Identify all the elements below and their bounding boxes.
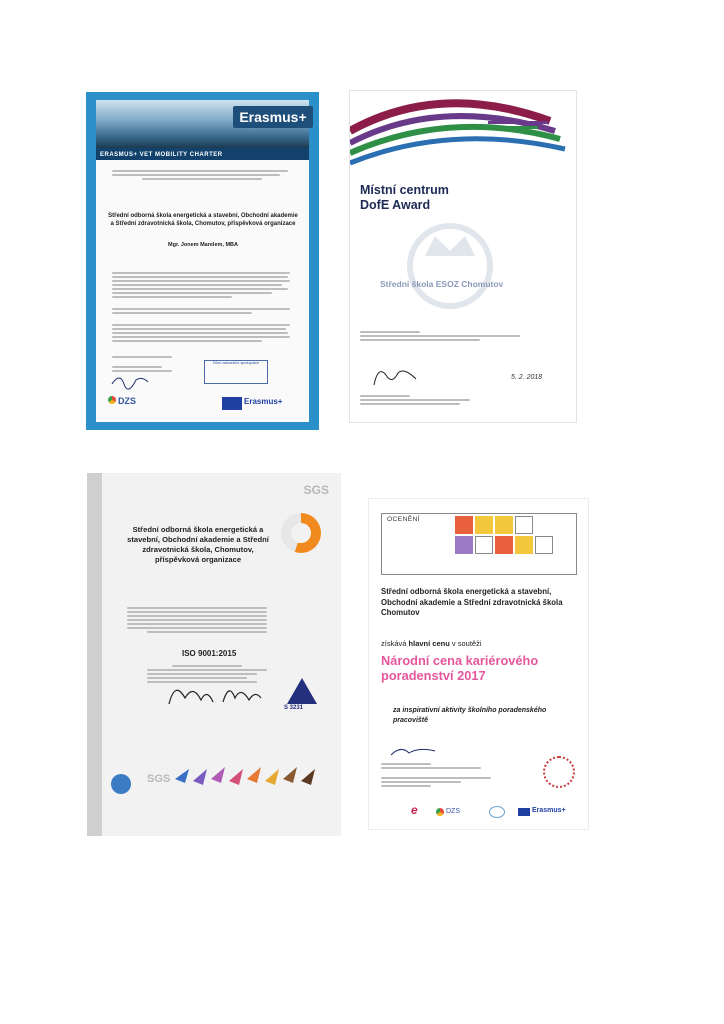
award-header-label: OCENĚNÍ <box>387 516 421 523</box>
award-phrase <box>381 639 482 648</box>
sgs-organization: Střední odborná škola energetická a stavební, Obchodní akademie a Střední zdravotnická škola, Chomutov, příspěvková organizace <box>127 525 269 564</box>
erasmus-dzs-logo: DZS <box>118 396 136 406</box>
erasmus-stamp: Dům zahraniční spolupráce <box>204 360 268 384</box>
dofe-body-lines <box>360 329 550 343</box>
partner-logo-icon <box>489 806 505 818</box>
sgs-footer-logo: SGS <box>147 773 171 785</box>
sgs-certificate <box>87 473 341 836</box>
sgs-certification-code: S 3231 <box>284 705 304 711</box>
dofe-school-name: Střední škola ESOZ Chomutov <box>380 279 504 289</box>
lighthouse-icon <box>455 516 473 534</box>
erasmus-banner-title: ERASMUS+ VET MOBILITY CHARTER <box>100 152 223 158</box>
sgs-birds-illustration-icon <box>175 759 335 799</box>
dofe-date: 5. 2. 2018 <box>511 374 543 381</box>
award-prize-title: Národní cena kariérového poradenství 2017 <box>381 653 539 683</box>
award-signatory-lines <box>381 761 501 789</box>
lightbulb-icon <box>515 536 533 554</box>
network-icon <box>495 536 513 554</box>
erasmus-body-lines <box>112 270 292 374</box>
sgs-iso-standard: ISO 9001:2015 <box>182 649 237 658</box>
dzs-logo-icon <box>436 808 444 816</box>
sgs-side-strip <box>87 473 102 836</box>
euroguidance-logo-icon: e <box>411 803 418 817</box>
award-dzs-logo: DZS <box>446 808 460 815</box>
dofe-title <box>360 183 449 213</box>
award-phrase-prefix: získává <box>381 639 407 648</box>
dofe-color-swooshes <box>350 91 577 191</box>
award-reason: za inspirativní aktivity školního poradenského pracoviště <box>393 707 547 724</box>
erasmus-intro-lines <box>112 168 292 182</box>
sgs-signatures <box>165 678 265 710</box>
dofe-signatory-lines <box>360 393 480 407</box>
sgs-check-badge-icon <box>281 513 321 553</box>
sgs-certification-mark-icon <box>287 678 317 704</box>
erasmus-organization: Střední odborná škola energetická a stavební, Obchodní akademie a Střední zdravotnická škola, Chomutov, příspěvková organizace <box>108 213 298 227</box>
dofe-certificate <box>349 90 577 423</box>
award-winner: Střední odborná škola energetická a stavební, Obchodní akademie a Střední zdravotnická škola Chomutov <box>381 587 563 617</box>
target-icon <box>535 536 553 554</box>
award-signature <box>389 743 439 759</box>
sgs-logo: SGS <box>303 483 329 497</box>
award-phrase-suffix: v soutěži <box>451 639 482 648</box>
award-phrase-bold: hlavní cenu <box>408 639 450 648</box>
erasmus-charter-certificate <box>86 92 319 430</box>
erasmus-person: Mgr. Jonem Marelem, MBA <box>168 242 238 248</box>
people-icon <box>475 516 493 534</box>
dofe-brand-logo <box>488 121 548 129</box>
eu-flag-icon <box>222 397 242 410</box>
award-seal-icon <box>543 756 575 788</box>
erasmus-signature <box>110 370 150 390</box>
group-icon <box>495 516 513 534</box>
document-icon <box>515 516 533 534</box>
erasmus-footer-logo: Erasmus+ <box>244 397 283 406</box>
dofe-title-line2: DofE Award <box>360 198 431 212</box>
house-icon <box>455 536 473 554</box>
sgs-globe-logo-icon <box>111 774 131 794</box>
erasmus-logo: Erasmus+ <box>233 106 313 128</box>
crown-emblem-icon <box>405 221 495 311</box>
career-guidance-award-certificate <box>368 498 589 830</box>
sgs-address-lines <box>127 605 269 635</box>
dofe-signature <box>370 363 420 389</box>
award-erasmus-logo: Erasmus+ <box>532 807 566 814</box>
eu-flag-icon <box>518 808 530 816</box>
trophy-icon <box>475 536 493 554</box>
dzs-logo-icon <box>108 396 116 404</box>
dofe-title-line1: Místní centrum <box>360 183 449 197</box>
